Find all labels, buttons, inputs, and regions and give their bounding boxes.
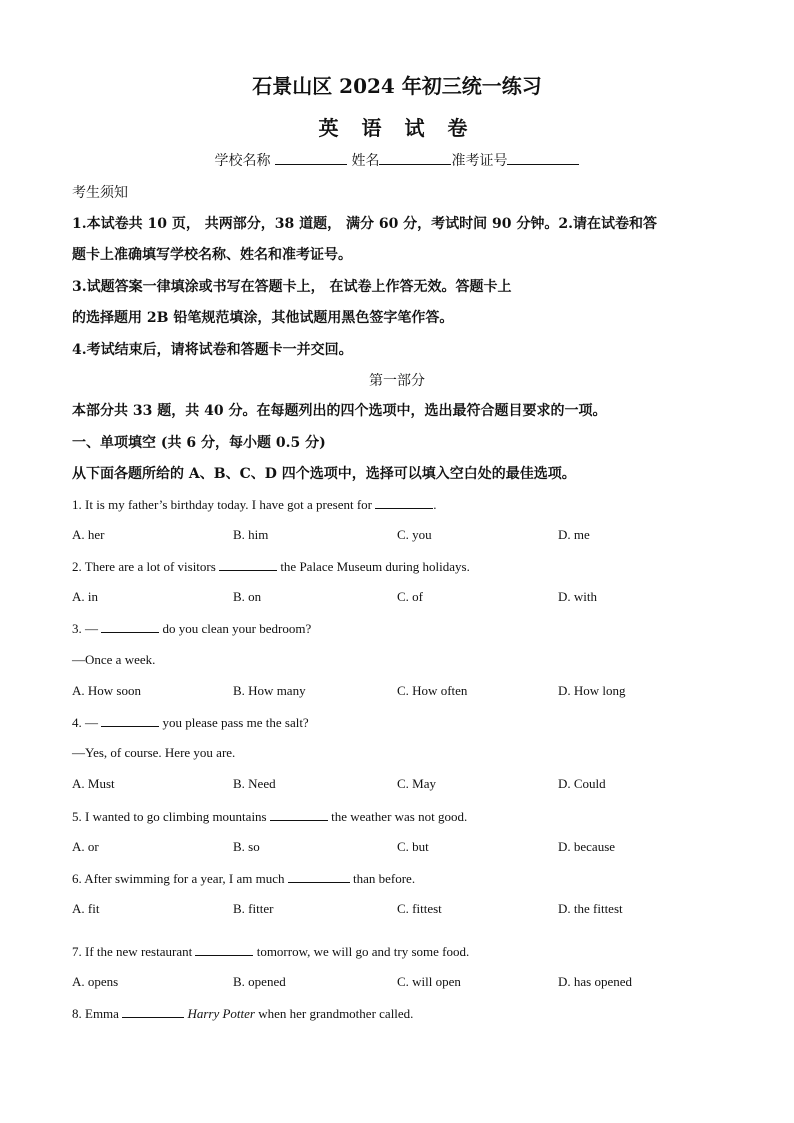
answer-blank xyxy=(101,620,159,633)
exam-no-label: 准考证号 xyxy=(451,153,508,169)
school-blank xyxy=(275,152,347,165)
answer-blank xyxy=(195,943,253,956)
q2-option-c: C. of xyxy=(397,589,423,604)
q2-option-d: D. with xyxy=(558,589,597,604)
exam-title: 石景山区 2024 年初三统一练习 xyxy=(252,74,542,98)
q6-option-d: D. the fittest xyxy=(558,901,623,916)
answer-blank xyxy=(101,714,159,727)
answer-blank xyxy=(288,870,350,883)
q4-option-b: B. Need xyxy=(233,776,276,791)
q5-option-a: A. or xyxy=(72,839,99,854)
part-heading: 第一部分 xyxy=(369,373,425,389)
notice-line-5: 4.考试结束后，请将试卷和答题卡一并交回。 xyxy=(72,342,353,358)
name-blank xyxy=(379,152,451,165)
q7-option-c: C. will open xyxy=(397,974,461,989)
question-6: 6. After swimming for a year, I am much than before. xyxy=(72,871,416,886)
q7-option-b: B. opened xyxy=(233,974,286,989)
notice-heading: 考生须知 xyxy=(72,185,128,201)
q1-option-d: D. me xyxy=(558,527,590,542)
q1-option-c: C. you xyxy=(397,527,432,542)
question-5: 5. I wanted to go climbing mountains the weather was not good. xyxy=(72,809,468,824)
q3-option-c: C. How often xyxy=(397,683,468,698)
question-3-reply: —Once a week. xyxy=(72,652,156,667)
q1-option-b: B. him xyxy=(233,527,269,542)
section-instruction: 从下面各题所给的 A、B、C、D 四个选项中，选择可以填入空白处的最佳选项。 xyxy=(72,466,576,482)
part-intro: 本部分共 33 题，共 40 分。在每题列出的四个选项中，选出最符合题目要求的一项。 xyxy=(72,403,607,419)
notice-line-4: 的选择题用 2B 铅笔规范填涂，其他试题用黑色签字笔作答。 xyxy=(72,310,454,326)
answer-blank xyxy=(270,808,328,821)
q4-option-d: D. Could xyxy=(558,776,606,791)
q2-option-b: B. on xyxy=(233,589,262,604)
q5-option-c: C. but xyxy=(397,839,429,854)
q4-option-a: A. Must xyxy=(72,776,115,791)
q4-option-c: C. May xyxy=(397,776,436,791)
q3-option-b: B. How many xyxy=(233,683,306,698)
q7-option-a: A. opens xyxy=(72,974,119,989)
section-title: 一、单项填空 (共 6 分，每小题 0.5 分) xyxy=(72,435,326,451)
book-title: Harry Potter xyxy=(187,1006,255,1021)
q6-option-a: A. fit xyxy=(72,901,100,916)
notice-line-2: 题卡上准确填写学校名称、姓名和准考证号。 xyxy=(72,247,352,263)
exam-no-blank xyxy=(507,152,579,165)
answer-blank xyxy=(219,558,277,571)
question-2: 2. There are a lot of visitors the Palace Museum during holidays. xyxy=(72,559,470,574)
q7-option-d: D. has opened xyxy=(558,974,633,989)
question-8: 8. Emma Harry Potter when her grandmother called. xyxy=(72,1006,414,1021)
q1-option-a: A. her xyxy=(72,527,105,542)
school-label: 学校名称 xyxy=(214,153,271,169)
question-4-reply: —Yes, of course. Here you are. xyxy=(72,745,236,760)
question-7: 7. If the new restaurant tomorrow, we will go and try some food. xyxy=(72,944,470,959)
q3-option-a: A. How soon xyxy=(72,683,141,698)
q5-option-d: D. because xyxy=(558,839,616,854)
question-1: 1. It is my father’s birthday today. I have got a present for . xyxy=(72,497,437,512)
question-3: 3. — do you clean your bedroom? xyxy=(72,621,312,636)
answer-blank xyxy=(375,496,433,509)
student-info-row xyxy=(0,150,794,170)
q6-option-b: B. fitter xyxy=(233,901,274,916)
name-label: 姓名 xyxy=(351,153,380,169)
exam-subtitle: 英 语 试 卷 xyxy=(318,116,476,140)
q2-option-a: A. in xyxy=(72,589,98,604)
notice-line-1: 1.本试卷共 10 页， 共两部分，38 道题， 满分 60 分，考试时间 90 分钟。2.请在试卷和答 xyxy=(72,216,658,232)
notice-line-3: 3.试题答案一律填涂或书写在答题卡上， 在试卷上作答无效。答题卡上 xyxy=(72,279,512,295)
q5-option-b: B. so xyxy=(233,839,260,854)
q3-option-d: D. How long xyxy=(558,683,626,698)
answer-blank xyxy=(122,1005,184,1018)
q6-option-c: C. fittest xyxy=(397,901,442,916)
question-4: 4. — you please pass me the salt? xyxy=(72,715,309,730)
